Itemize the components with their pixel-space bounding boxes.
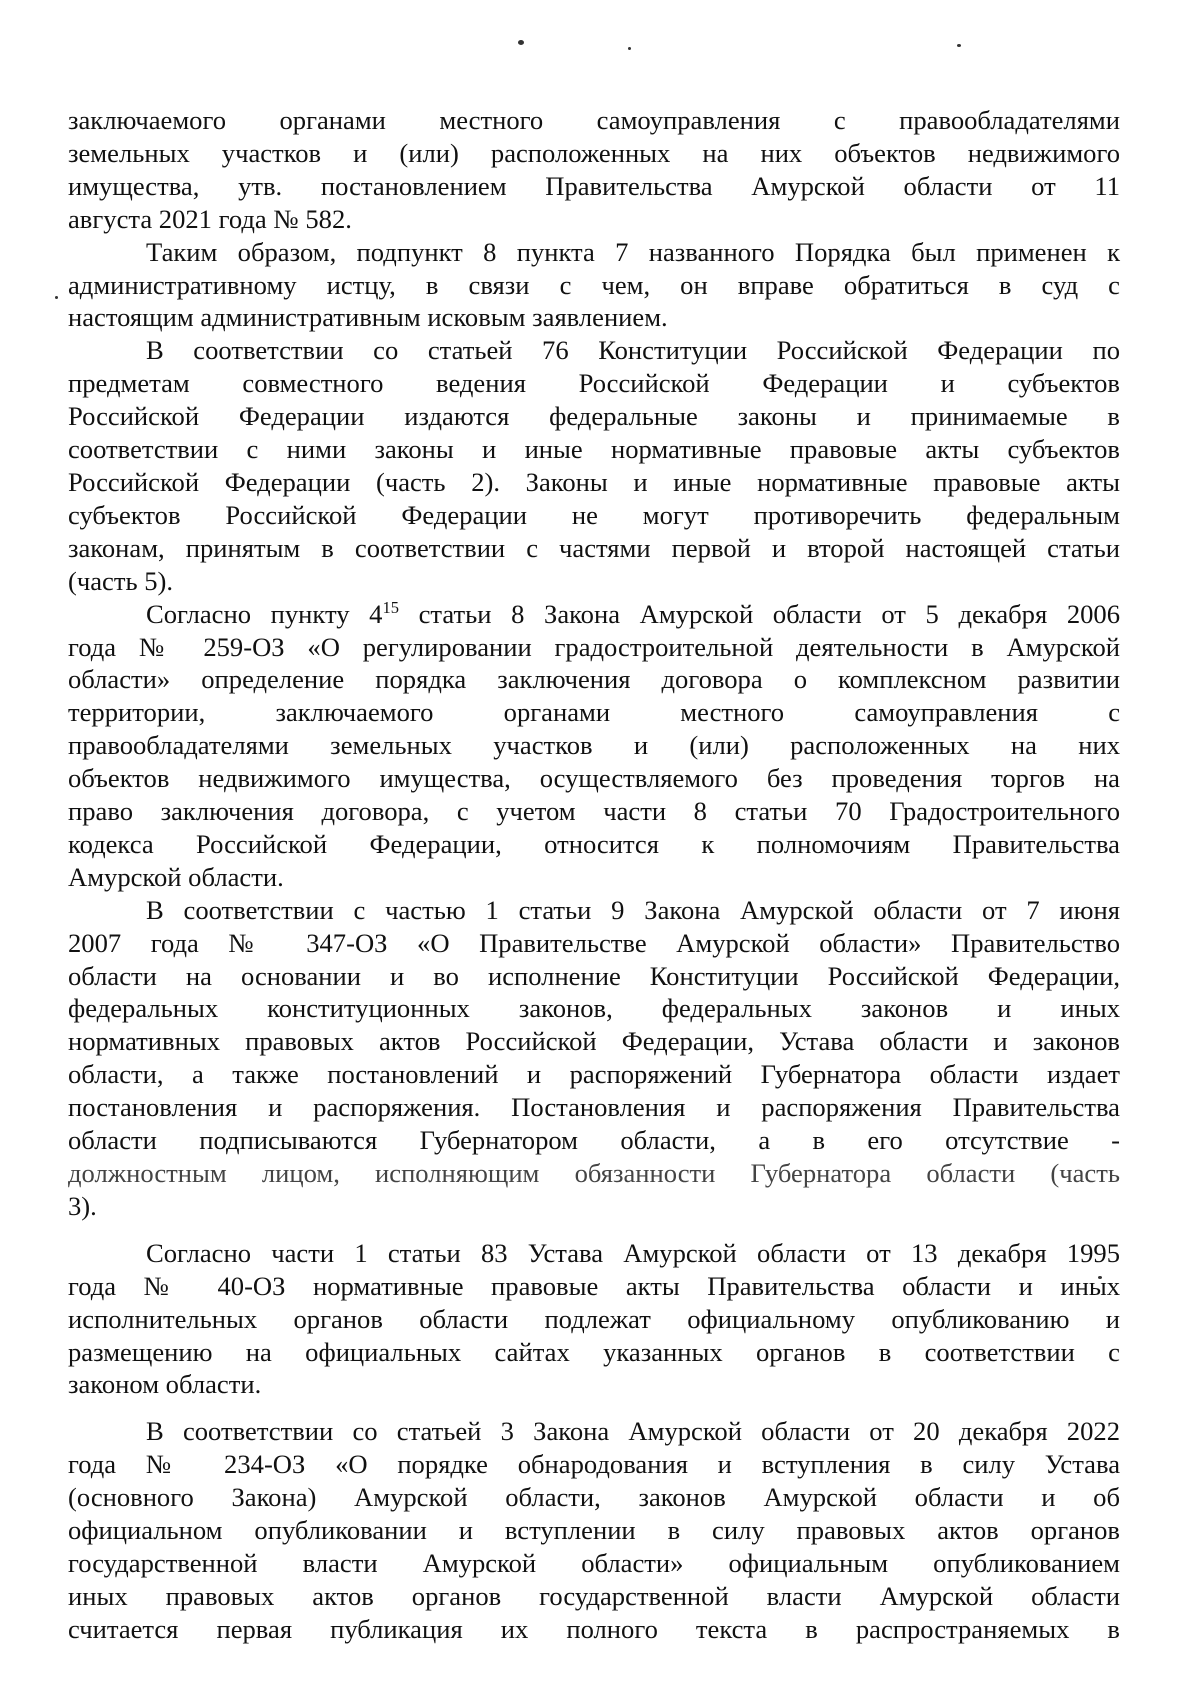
text-line: года № 259-ОЗ «О регулировании градостроительной деятельности в Амурской: [68, 631, 1120, 662]
text-line: территории, заключаемого органами местного самоуправления с: [68, 697, 1120, 728]
text-line: года № 40-ОЗ нормативные правовые акты Правительства области и иных: [68, 1270, 1120, 1301]
text-line: (часть 5).: [68, 565, 174, 596]
text-line: заключаемого органами местного самоуправления с правообладателями: [68, 105, 1120, 135]
scan-speck: [55, 296, 58, 299]
paragraph-gap: [68, 1401, 1120, 1415]
text-line: В соответствии со статьей 76 Конституции Российской Федерации по: [146, 335, 1120, 366]
paragraph-law-259: [68, 598, 1120, 894]
text-line: Согласно части 1 статьи 83 Устава Амурской области от 13 декабря 1995: [146, 1237, 1120, 1268]
text-line: области на основании и во исполнение Конституции Российской Федерации,: [68, 960, 1120, 991]
text-line: соответствии с ними законы и иные нормативные правовые акты субъектов: [68, 434, 1120, 465]
text-line: Таким образом, подпункт 8 пункта 7 названного Порядка был применен к: [146, 236, 1120, 267]
paragraph-charter: [68, 1237, 1120, 1402]
text-line: объектов недвижимого имущества, осуществляемого без проведения торгов на: [68, 763, 1120, 794]
document-body: [68, 104, 1120, 1646]
text-line: правообладателями земельных участков и (или) расположенных на них: [68, 730, 1120, 761]
paragraph-continuation: [68, 104, 1120, 236]
scan-speck: [957, 44, 961, 47]
text-line: [68, 598, 1120, 631]
text-fragment: статьи 8 Закона Амурской области от 5 декабря 2006: [398, 598, 1121, 629]
text-line: кодекса Российской Федерации, относится к полномочиям Правительства: [68, 828, 1120, 859]
text-line: размещению на официальных сайтах указанных органов в соответствии с: [68, 1336, 1120, 1367]
text-fragment: Согласно пункту 4: [146, 598, 383, 629]
text-line: земельных участков и (или) расположенных на них объектов недвижимого: [68, 137, 1120, 168]
scan-speck: [518, 40, 524, 45]
text-line: области, а также постановлений и распоряжений Губернатора области издает: [68, 1059, 1120, 1090]
paragraph-law-234: [68, 1415, 1120, 1645]
text-line: Российской Федерации (часть 2). Законы и иные нормативные правовые акты: [68, 466, 1120, 497]
text-line: административному истцу, в связи с чем, он вправе обратиться в суд с: [68, 269, 1120, 300]
text-line: области подписываются Губернатором области, а в его отсутствие -: [68, 1125, 1120, 1156]
text-line: В соответствии со статьей 3 Закона Амурской области от 20 декабря 2022: [146, 1416, 1120, 1447]
text-line: право заключения договора, с учетом части 8 статьи 70 Градостроительного: [68, 796, 1120, 827]
text-line: законом области.: [68, 1369, 262, 1400]
text-line: законам, принятым в соответствии с частями первой и второй настоящей статьи: [68, 532, 1120, 563]
paragraph-conclusion: [68, 236, 1120, 335]
paragraph-constitution: [68, 334, 1120, 597]
text-line: иных правовых актов органов государственной власти Амурской области: [68, 1580, 1120, 1611]
text-line: должностным лицом, исполняющим обязанности Губернатора области (часть: [68, 1158, 1120, 1188]
text-line: федеральных конституционных законов, федеральных законов и иных: [68, 993, 1120, 1024]
paragraph-law-347: [68, 894, 1120, 1223]
text-line: 3).: [68, 1190, 97, 1221]
text-line: нормативных правовых актов Российской Федерации, Устава области и законов: [68, 1026, 1120, 1057]
text-line: официальном опубликовании и вступлении в силу правовых актов органов: [68, 1515, 1120, 1546]
text-line: субъектов Российской Федерации не могут противоречить федеральным: [68, 499, 1120, 530]
superscript: 15: [382, 597, 399, 617]
text-line: (основного Закона) Амурской области, законов Амурской области и об: [68, 1482, 1120, 1513]
paragraph-gap: [68, 1223, 1120, 1237]
text-line: В соответствии с частью 1 статьи 9 Закона Амурской области от 7 июня: [146, 894, 1120, 925]
text-line: исполнительных органов области подлежат официальному опубликованию и: [68, 1303, 1120, 1334]
text-line: государственной власти Амурской области» официальным опубликованием: [68, 1547, 1120, 1578]
text-line: Амурской области.: [68, 861, 284, 892]
text-line: имущества, утв. постановлением Правительства Амурской области от 11: [68, 170, 1120, 201]
text-line: августа 2021 года № 582.: [68, 203, 352, 234]
text-line: Российской Федерации издаются федеральные законы и принимаемые в: [68, 401, 1120, 432]
text-line: считается первая публикация их полного текста в распространяемых в: [68, 1613, 1120, 1644]
text-line: настоящим административным исковым заявлением.: [68, 302, 668, 333]
text-line: предметам совместного ведения Российской Федерации и субъектов: [68, 368, 1120, 399]
text-line: 2007 года № 347-ОЗ «О Правительстве Амурской области» Правительство: [68, 927, 1120, 958]
text-line: постановления и распоряжения. Постановления и распоряжения Правительства: [68, 1092, 1120, 1123]
scan-speck: [628, 47, 631, 50]
text-line: области» определение порядка заключения договора о комплексном развитии: [68, 664, 1120, 695]
text-line: года № 234-ОЗ «О порядке обнародования и вступления в силу Устава: [68, 1449, 1120, 1480]
